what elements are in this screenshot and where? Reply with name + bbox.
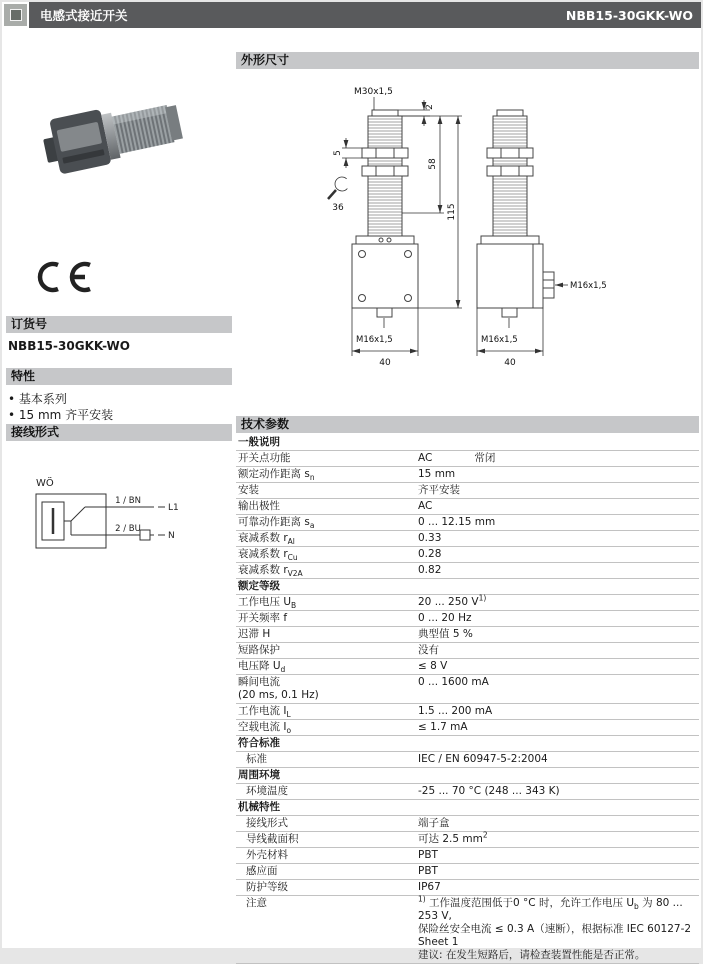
page-title: 电感式接近开关 — [40, 8, 128, 23]
order-number: NBB15-30GKK-WO — [8, 339, 130, 353]
tech-section-header: 技术参数 — [236, 416, 699, 433]
tech-group-title: 符合标准 — [238, 737, 280, 749]
wire1-label: 1 / BN — [115, 496, 141, 506]
tech-row — [236, 752, 699, 768]
tech-row — [236, 467, 699, 483]
tech-row — [236, 483, 699, 499]
tech-row-value: PBT — [418, 865, 438, 877]
tech-row — [236, 675, 699, 704]
tech-row-value: 齐平安装 — [418, 484, 460, 496]
tech-row — [236, 515, 699, 531]
tech-group-title: 周围环境 — [238, 769, 280, 781]
part-number-header: NBB15-30GKK-WO — [565, 7, 693, 23]
dim-label-nut: 5 — [333, 150, 343, 156]
tech-row-value: ≤ 1.7 mA — [418, 721, 468, 733]
tech-row-label: 瞬间电流 (20 ms, 0.1 Hz) — [238, 676, 319, 701]
tech-group-title: 机械特性 — [238, 801, 280, 813]
dim-label-tip: 2 — [425, 104, 435, 110]
feature-item: • 基本系列 — [8, 391, 113, 407]
tech-row — [236, 627, 699, 643]
wiring-diagram-label: WÖ — [36, 478, 54, 489]
tech-row-label: 额定动作距离 $s_n$ — [238, 468, 315, 483]
tech-group-header — [236, 435, 699, 451]
tech-row-value: IP67 — [418, 881, 441, 893]
feature-item: • 15 mm 齐平安装 — [8, 407, 113, 423]
tech-row-value: PBT — [418, 849, 438, 861]
tech-row-label: 防护等级 — [246, 881, 288, 893]
dim-label-thread-length: 58 — [428, 158, 438, 170]
features-section-header: 特性 — [6, 368, 232, 385]
tech-row-value: 典型值 5 % — [418, 628, 473, 640]
tech-table-rows — [236, 435, 699, 964]
wiring-diagram — [28, 462, 208, 562]
order-section-header: 订货号 — [6, 316, 232, 333]
tech-row-value: 0.28 — [418, 548, 442, 560]
brand-logo-core — [10, 9, 22, 21]
wire2-label: 2 / BU — [115, 524, 141, 534]
tech-row-value: 0 ... 20 Hz — [418, 612, 472, 624]
dim-label-width-left: 40 — [379, 358, 391, 368]
tech-group-title: 一般说明 — [238, 436, 280, 448]
tech-row-label: 工作电压 $U_B$ — [238, 596, 297, 611]
side-view — [477, 110, 554, 317]
tech-row — [236, 451, 699, 467]
tech-row — [236, 720, 699, 736]
tech-row-label: 外壳材料 — [246, 849, 288, 861]
tech-row-label: 接线形式 — [246, 817, 288, 829]
dimensional-drawing — [238, 76, 698, 376]
dim-label-m16-bottom-right: M16x1,5 — [481, 335, 518, 345]
tech-row-label: 环境温度 — [246, 785, 288, 797]
tech-group-header — [236, 579, 699, 595]
tech-row — [236, 704, 699, 720]
tech-row — [236, 864, 699, 880]
dimensions-section-header: 外形尺寸 — [236, 52, 699, 69]
tech-row-label: 空载电流 $I_o$ — [238, 721, 292, 736]
datasheet-page — [2, 2, 701, 961]
tech-row-label: 开关频率 f — [238, 612, 288, 624]
tech-group-header — [236, 736, 699, 752]
tech-row-value: 0 ... 12.15 mm — [418, 516, 496, 528]
tech-row — [236, 816, 699, 832]
tech-row-value: 20 ... 250 $V^{1)}$ — [418, 593, 487, 608]
tech-row-value: 0.82 — [418, 564, 442, 576]
tech-row — [236, 611, 699, 627]
tech-row-value: 0.33 — [418, 532, 442, 544]
dimension-lines — [328, 97, 568, 356]
tech-row-value: 没有 — [418, 644, 439, 656]
terminal2-label: N — [168, 531, 175, 541]
tech-row-value: 可达 2.5 $mm^2$ — [418, 830, 488, 845]
tech-group-header — [236, 768, 699, 784]
tech-row-label: 开关点功能 — [238, 452, 291, 464]
tech-row-value: 1.5 ... 200 mA — [418, 705, 493, 717]
tech-row-value: 端子盒 — [418, 817, 450, 829]
dim-label-m16-bottom-left: M16x1,5 — [356, 335, 393, 345]
wiring-schematic-lines — [36, 494, 165, 548]
dim-label-thread-top: M30x1,5 — [354, 87, 393, 97]
product-photo — [42, 66, 192, 206]
dim-label-wrench-size: 36 — [332, 203, 344, 213]
tech-row-label: 导线截面积 — [246, 833, 299, 845]
tech-row-value: ≤ 8 V — [418, 660, 448, 672]
tech-row-label: 注意 — [246, 897, 267, 909]
tech-row — [236, 499, 699, 515]
tech-row-value: AC — [418, 500, 433, 512]
connection-section-header: 接线形式 — [6, 424, 232, 441]
tech-row-value: 15 mm — [418, 468, 456, 480]
terminal1-label: L1 — [168, 503, 179, 513]
title-bar — [2, 2, 701, 28]
tech-table — [236, 435, 699, 964]
brand-logo-icon — [2, 2, 29, 28]
tech-row — [236, 659, 699, 675]
tech-row — [236, 896, 699, 964]
tech-row-value: AC 常闭 — [418, 452, 496, 464]
tech-group-header — [236, 800, 699, 816]
sensor-photo-body — [39, 93, 185, 176]
ce-mark-icon — [32, 260, 96, 294]
tech-row — [236, 563, 699, 579]
tech-group-title: 额定等级 — [238, 580, 280, 592]
tech-row — [236, 531, 699, 547]
tech-row-label: 安装 — [238, 484, 259, 496]
tech-row — [236, 643, 699, 659]
tech-row — [236, 880, 699, 896]
tech-row — [236, 595, 699, 611]
tech-row-label: 电压降 $U_d$ — [238, 660, 286, 675]
dim-label-width-right: 40 — [504, 358, 516, 368]
tech-row-value: IEC / EN 60947-5-2:2004 — [418, 753, 548, 765]
tech-row-value: -25 ... 70 °C (248 ... 343 K) — [418, 785, 560, 797]
tech-row-label: 衰减系数 $r_{Cu}$ — [238, 548, 298, 563]
brand-logo-square — [4, 4, 27, 26]
tech-row-value: 0 ... 1600 mA — [418, 676, 489, 688]
tech-row-label: 输出极性 — [238, 500, 280, 512]
features-list — [8, 391, 113, 423]
dim-label-m16-side: M16x1,5 — [570, 281, 607, 291]
tech-row-label: 短路保护 — [238, 644, 280, 656]
tech-row — [236, 547, 699, 563]
tech-row — [236, 784, 699, 800]
tech-row-label: 迟滞 H — [238, 628, 271, 640]
tech-row-label: 工作电流 $I_L$ — [238, 705, 291, 720]
tech-row-label: 衰减系数 $r_{V2A}$ — [238, 564, 303, 579]
tech-row — [236, 848, 699, 864]
tech-row-label: 标准 — [246, 753, 267, 765]
tech-row-label: 衰减系数 $r_{Al}$ — [238, 532, 295, 547]
tech-row-label: 感应面 — [246, 865, 278, 877]
dim-label-total-length: 115 — [447, 203, 457, 221]
front-view — [352, 110, 418, 317]
tech-row-label: 可靠动作距离 $s_a$ — [238, 516, 315, 531]
tech-row-value: $^{1)}$ 工作温度范围低于0 °C 时，允许工作电压 $U_b$ 为 80 ... 253 V, 保险丝安全电流 ≤ 0.3 A（速断），根据标准 IEC 60127-2 Sheet 1 建议: 在发生短路后，请检查装置性能是否正常。 — [418, 894, 692, 961]
tech-row — [236, 832, 699, 848]
